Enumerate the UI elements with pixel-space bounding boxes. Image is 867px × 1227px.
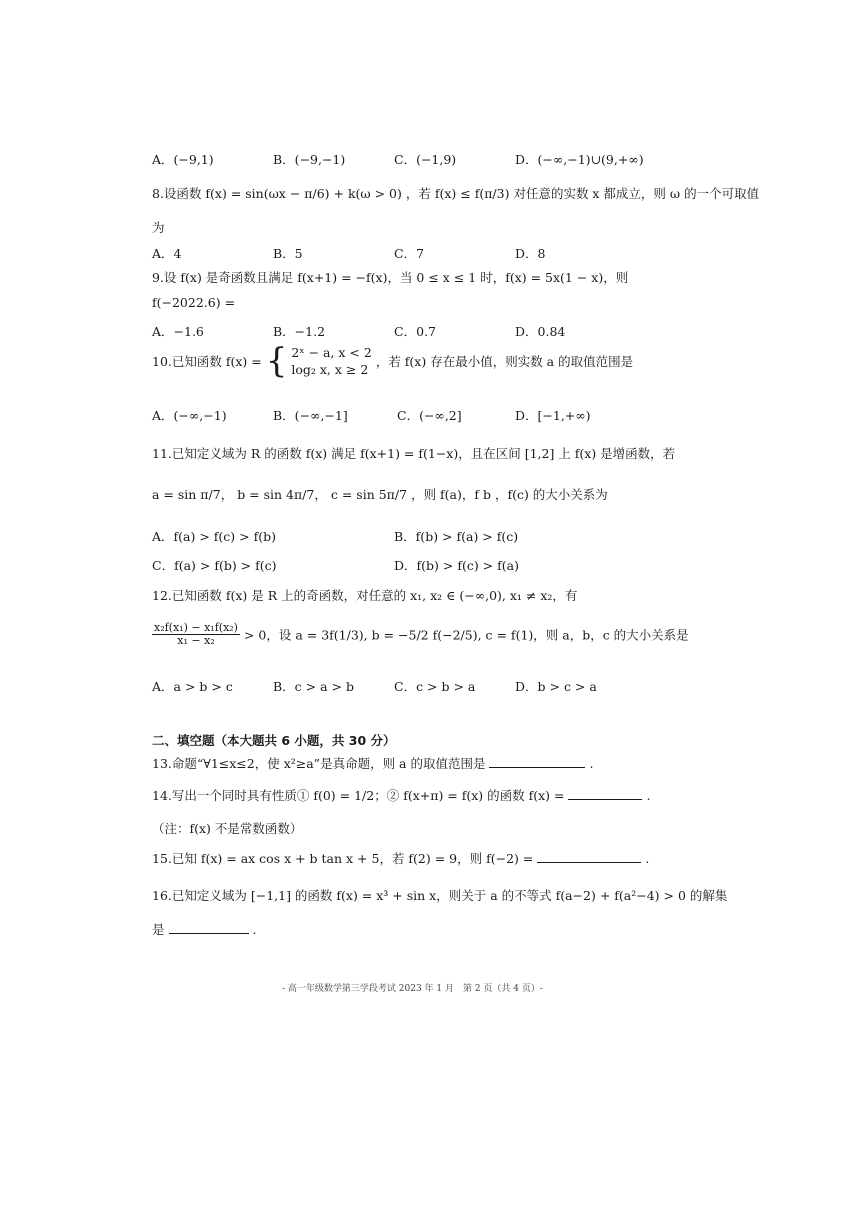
q13-text: 13.命题“∀1≤x≤2，使 x²≥a”是真命题，则 a 的取值范围是 [152, 756, 486, 771]
q13-end: . [589, 756, 594, 771]
q10-case1: 2ˣ − a, x < 2 [291, 345, 372, 360]
q12-line2-mid: > 0，设 a = 3f(1/3), b = −5/2 f(−2/5), c = f(1)，则 a，b，c 的大小关系是 [243, 627, 689, 643]
q8-mid: ，若 [405, 186, 431, 201]
q8-suffix: 对任意的实数 x 都成立，则 ω 的一个可取值 [513, 186, 760, 201]
q12-stem-line2 [152, 622, 689, 647]
q10-stem [152, 341, 634, 381]
q11-stem: 11.已知定义域为 R 的函数 f(x) 满足 f(x+1) = f(1−x)，且在区间 [1,2] 上 f(x) 是增函数，若 [152, 446, 676, 461]
q9-option-a[interactable]: A．−1.6 [152, 324, 204, 339]
q8-option-c[interactable]: C．7 [394, 246, 425, 261]
q14-note: （注：f(x) 不是常数函数） [152, 821, 303, 836]
q10-piecewise [291, 344, 372, 378]
q15-end: . [645, 851, 650, 866]
q10-case2: log₂ x, x ≥ 2 [291, 362, 369, 377]
q8-option-a[interactable]: A．4 [152, 246, 182, 261]
q10-option-d[interactable]: D．[−1,+∞) [515, 408, 591, 423]
q9-stem: 9.设 f(x) 是奇函数且满足 f(x+1) = −f(x)，当 0 ≤ x ≤ 1 时，f(x) = 5x(1 − x)，则 [152, 270, 629, 285]
q8-stem-line2: 为 [152, 220, 165, 235]
q7-option-b[interactable]: B．(−9,−1) [273, 152, 346, 167]
q8-option-b[interactable]: B．5 [273, 246, 303, 261]
q11-option-d[interactable]: D．f(b) > f(c) > f(a) [394, 558, 519, 573]
q16-stem-line2 [152, 920, 256, 938]
page-footer: - 高一年级数学第三学段考试 2023 年 1 月 第 2 页（共 4 页）- [282, 984, 543, 994]
q11-option-c[interactable]: C．f(a) > f(b) > f(c) [152, 558, 277, 573]
q14-end: . [646, 788, 651, 803]
q15-stem [152, 849, 649, 867]
q10-prefix: 10.已知函数 f(x) = [152, 354, 262, 369]
q12-fraction [152, 622, 240, 647]
q14-text: 14.写出一个同时具有性质① f(0) = 1/2；② f(x+π) = f(x) 的函数 f(x) = [152, 788, 565, 803]
q12-option-b[interactable]: B．c > a > b [273, 679, 354, 694]
q7-option-d[interactable]: D．(−∞,−1)∪(9,+∞) [515, 152, 644, 167]
q12-option-c[interactable]: C．c > b > a [394, 679, 476, 694]
q16-line2: 是 [152, 922, 165, 937]
q11-a-def: a = sin π/7 [152, 487, 221, 502]
q16-stem: 16.已知定义域为 [−1,1] 的函数 f(x) = x³ + sin x，则关于 a 的不等式 f(a−2) + f(a²−4) > 0 的解集 [152, 888, 728, 903]
q10-suffix: ，若 f(x) 存在最小值，则实数 a 的取值范围是 [375, 354, 634, 369]
q8-prefix: 8.设函数 [152, 186, 202, 201]
q16-end: . [252, 922, 257, 937]
q12-fraction-denominator: x₁ − x₂ [177, 634, 215, 647]
q15-text: 15.已知 f(x) = ax cos x + b tan x + 5，若 f(2) = 9，则 f(−2) = [152, 851, 534, 866]
q14-answer-blank[interactable] [568, 787, 642, 800]
q12-option-d[interactable]: D．b > c > a [515, 679, 597, 694]
q9-option-b[interactable]: B．−1.2 [273, 324, 326, 339]
q15-answer-blank[interactable] [537, 850, 641, 863]
q11-option-a[interactable]: A．f(a) > f(c) > f(b) [152, 529, 276, 544]
q7-option-a[interactable]: A．(−9,1) [152, 152, 214, 167]
q10-option-a[interactable]: A．(−∞,−1) [152, 408, 227, 423]
q9-option-c[interactable]: C．0.7 [394, 324, 436, 339]
q8-condition: f(x) ≤ f(π/3) [434, 186, 510, 201]
q11-c-def: c = sin 5π/7 [330, 487, 408, 502]
q7-option-c[interactable]: C．(−1,9) [394, 152, 457, 167]
piecewise-brace: { [265, 341, 288, 381]
q10-option-c[interactable]: C．(−∞,2] [397, 408, 462, 423]
q13-answer-blank[interactable] [489, 755, 585, 768]
q9-stem-line2: f(−2022.6) = [152, 295, 236, 310]
q8-option-d[interactable]: D．8 [515, 246, 546, 261]
q11-line2-suffix: ，则 f(a)，f b ，f(c) 的大小关系为 [411, 487, 608, 502]
q12-stem: 12.已知函数 f(x) 是 R 上的奇函数，对任意的 x₁, x₂ ∈ (−∞,0), x₁ ≠ x₂，有 [152, 588, 578, 603]
q12-option-a[interactable]: A．a > b > c [152, 679, 233, 694]
q12-fraction-numerator: x₂f(x₁) − x₁f(x₂) [154, 621, 238, 634]
q8-function: f(x) = sin(ωx − π/6) + k(ω > 0) [205, 186, 402, 201]
q11-b-def: b = sin 4π/7 [237, 487, 315, 502]
section-title: 二、填空题（本大题共 6 小题，共 30 分） [152, 733, 396, 748]
q14-stem [152, 786, 650, 804]
q9-option-d[interactable]: D．0.84 [515, 324, 566, 339]
q8-stem [152, 184, 759, 202]
q16-answer-blank[interactable] [169, 921, 249, 934]
q11-stem-line2: a = sin π/7， b = sin 4π/7， c = sin 5π/7 ，则 f(a)，f b ，f(c) 的大小关系为 [152, 487, 608, 502]
q13-stem [152, 754, 593, 772]
q11-option-b[interactable]: B．f(b) > f(a) > f(c) [394, 529, 519, 544]
q10-option-b[interactable]: B．(−∞,−1] [273, 408, 348, 423]
